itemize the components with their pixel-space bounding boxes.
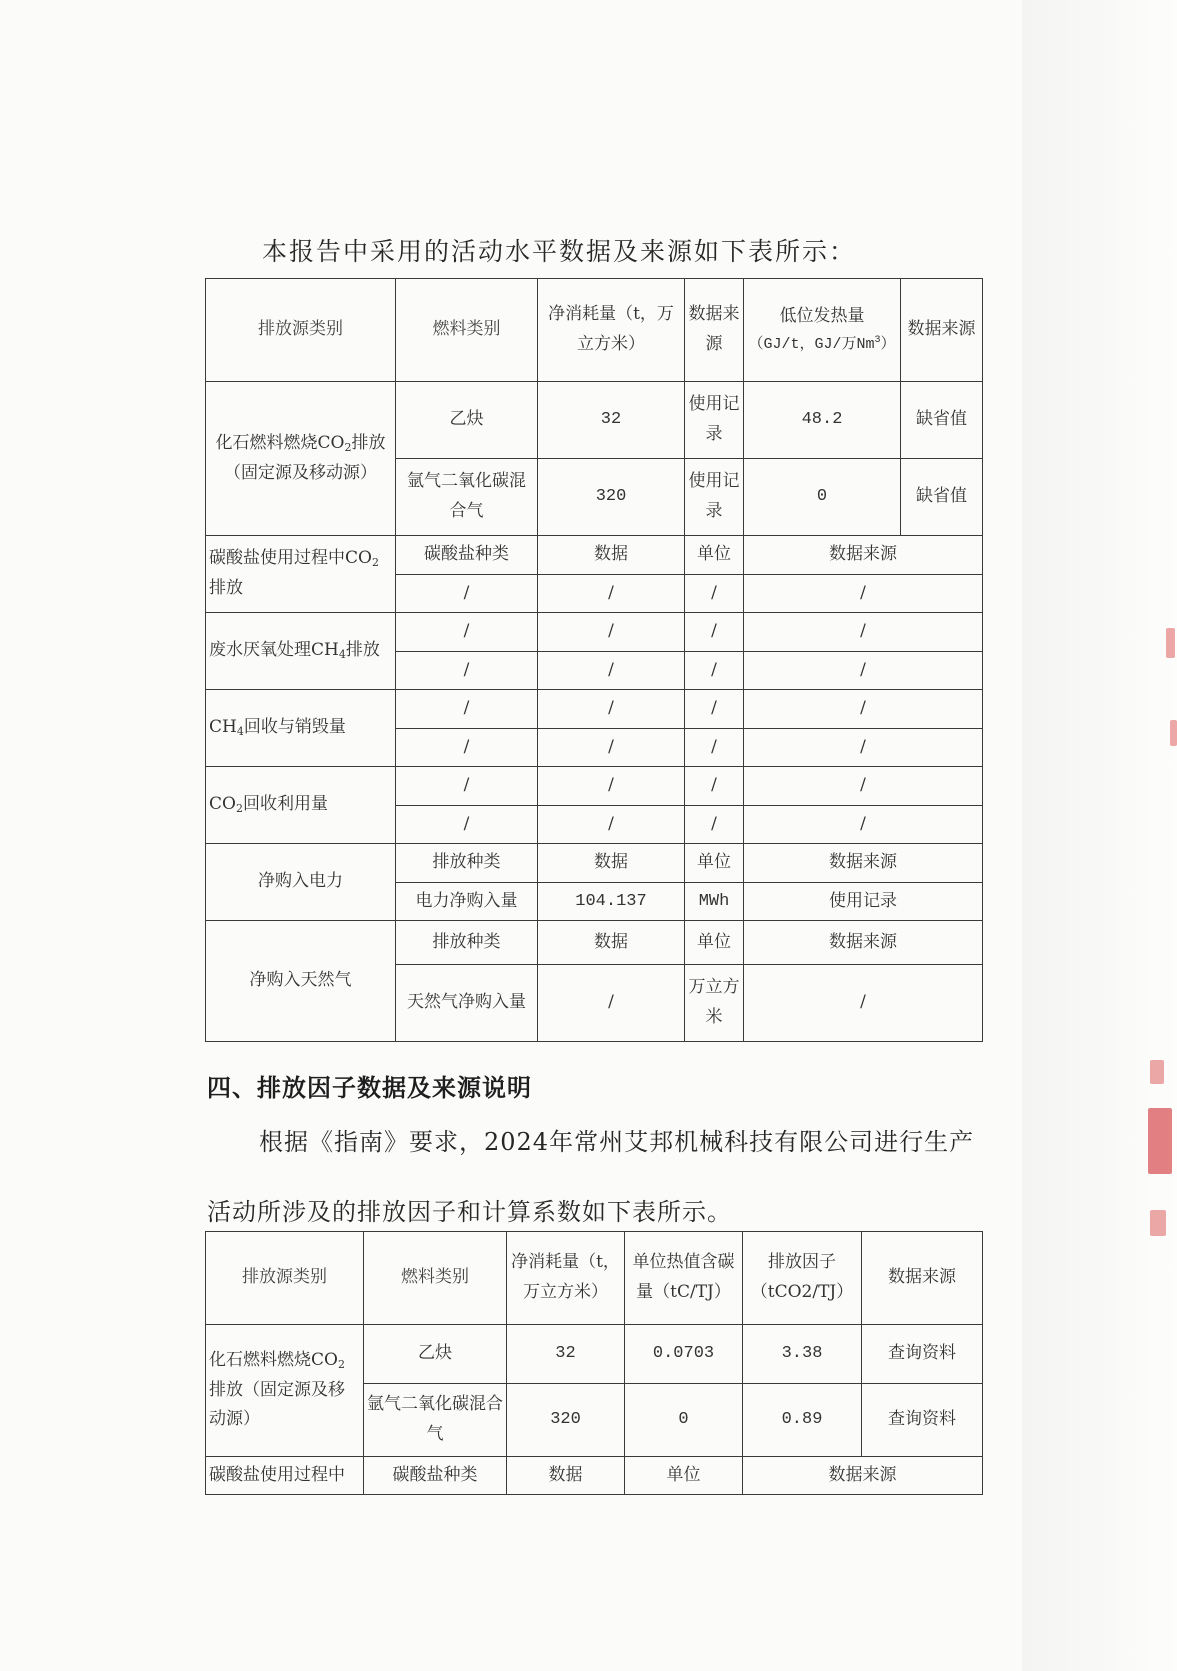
empty-cell: /	[538, 690, 685, 729]
factor-cell: 3.38	[743, 1325, 862, 1384]
scan-margin-strip	[1022, 0, 1177, 1671]
empty-cell: /	[396, 690, 538, 729]
header-source-type: 排放源类别	[206, 1232, 364, 1325]
category-suffix: 排放	[209, 578, 243, 598]
emission-factor-table	[205, 1231, 983, 1495]
table-row	[206, 1325, 983, 1384]
source-cell: 使用记录	[685, 459, 744, 536]
carbonate-kind-header: 碳酸盐种类	[396, 536, 538, 575]
carbonate-unit-header: 单位	[625, 1457, 743, 1495]
header-fuel-type: 燃料类别	[396, 279, 538, 382]
carbonate-category	[206, 536, 396, 613]
header-heat-value	[744, 279, 901, 382]
header-fuel-type: 燃料类别	[364, 1232, 507, 1325]
activity-data-table	[205, 278, 983, 1042]
category-suffix: 回收与销毁量	[243, 717, 346, 738]
consumption-cell: 320	[538, 459, 685, 536]
category-prefix: CH	[209, 717, 237, 738]
category-prefix: 碳酸盐使用过程中CO	[209, 548, 372, 569]
carbon-cell: 0	[625, 1384, 743, 1457]
seal-fragment	[1166, 628, 1175, 658]
empty-cell: /	[685, 767, 744, 806]
consumption-cell: 32	[507, 1325, 625, 1384]
co2-recovery-category	[206, 767, 396, 844]
empty-cell: /	[396, 806, 538, 844]
section-heading: 四、排放因子数据及来源说明	[207, 1074, 532, 1102]
header-consumption: 净消耗量（t，万立方米）	[538, 279, 685, 382]
carbonate-data-header: 数据	[538, 536, 685, 575]
gas-unit-header: 单位	[685, 921, 744, 965]
empty-cell: /	[744, 729, 983, 767]
table-row	[206, 921, 983, 965]
electricity-category: 净购入电力	[206, 844, 396, 921]
table-row	[206, 1457, 983, 1495]
table-row	[206, 844, 983, 883]
heat-unit-suffix: ）	[880, 335, 896, 353]
empty-cell: /	[538, 575, 685, 613]
empty-cell: /	[538, 729, 685, 767]
category-sub: 4	[338, 648, 346, 662]
carbonate-kind-header: 碳酸盐种类	[364, 1457, 507, 1495]
empty-cell: /	[538, 652, 685, 690]
source-cell: 使用记录	[685, 382, 744, 459]
gas-kind: 天然气净购入量	[396, 965, 538, 1042]
carbonate-unit-header: 单位	[685, 536, 744, 575]
header-emission-factor: 排放因子（tCO2/TJ）	[743, 1232, 862, 1325]
fuel-cell: 乙炔	[396, 382, 538, 459]
category-suffix: 排放	[345, 640, 380, 661]
empty-cell: /	[744, 652, 983, 690]
category-prefix: CO	[209, 794, 236, 815]
table-header-row	[206, 279, 983, 382]
ch4-recovery-category	[206, 690, 396, 767]
category-prefix: 废水厌氧处理CH	[209, 640, 339, 661]
category-sub: 2	[371, 556, 379, 570]
consumption-cell: 32	[538, 382, 685, 459]
carbon-cell: 0.0703	[625, 1325, 743, 1384]
seal-fragment	[1150, 1060, 1164, 1084]
empty-cell: /	[685, 729, 744, 767]
table-row	[206, 767, 983, 806]
category-suffix: 回收利用量	[242, 794, 328, 815]
header-consumption: 净消耗量（t，万立方米）	[507, 1232, 625, 1325]
electricity-data-header: 数据	[538, 844, 685, 883]
header-data-source-short: 数据来源	[685, 279, 744, 382]
empty-cell: /	[538, 767, 685, 806]
heat-unit-prefix: （GJ/t，GJ/万Nm	[748, 335, 875, 353]
header-data-source: 数据来源	[862, 1232, 983, 1325]
header-carbon-content: 单位热值含碳量（tC/TJ）	[625, 1232, 743, 1325]
fuel-cell: 氩气二氧化碳混合气	[396, 459, 538, 536]
empty-cell: /	[396, 729, 538, 767]
electricity-kind: 电力净购入量	[396, 883, 538, 921]
fuel-cell: 氩气二氧化碳混合气	[364, 1384, 507, 1457]
empty-cell: /	[685, 613, 744, 652]
empty-cell: /	[396, 767, 538, 806]
gas-data-header: 数据	[538, 921, 685, 965]
category-sub: 4	[236, 725, 244, 739]
consumption-cell: 320	[507, 1384, 625, 1457]
heat-cell: 48.2	[744, 382, 901, 459]
carbonate-data-header: 数据	[507, 1457, 625, 1495]
table-row	[206, 690, 983, 729]
heat-source-cell: 缺省值	[901, 382, 983, 459]
electricity-value: 104.137	[538, 883, 685, 921]
heat-source-cell: 缺省值	[901, 459, 983, 536]
carbonate-category: 碳酸盐使用过程中	[206, 1457, 364, 1495]
seal-fragment	[1170, 720, 1177, 746]
category-sub: 2	[235, 802, 243, 816]
heat-unit-sup: 3	[874, 334, 881, 346]
seal-fragment	[1148, 1108, 1172, 1174]
seal-fragment	[1150, 1210, 1166, 1236]
category-sub: 2	[337, 1357, 345, 1371]
source-cell: 查询资料	[862, 1384, 983, 1457]
heat-value-unit	[747, 332, 897, 358]
intro-text: 本报告中采用的活动水平数据及来源如下表所示：	[262, 237, 857, 266]
fossil-category	[206, 1325, 364, 1457]
gas-kind-header: 排放种类	[396, 921, 538, 965]
empty-cell: /	[744, 575, 983, 613]
table-row	[206, 536, 983, 575]
source-cell: 查询资料	[862, 1325, 983, 1384]
electricity-kind-header: 排放种类	[396, 844, 538, 883]
table-header-row	[206, 1232, 983, 1325]
empty-cell: /	[538, 613, 685, 652]
header-data-source: 数据来源	[901, 279, 983, 382]
category-suffix: 排放（固定源及移动源）	[209, 1379, 345, 1430]
table-row	[206, 382, 983, 459]
gas-category: 净购入天然气	[206, 921, 396, 1042]
empty-cell: /	[685, 806, 744, 844]
empty-cell: /	[744, 613, 983, 652]
empty-cell: /	[744, 767, 983, 806]
empty-cell: /	[744, 806, 983, 844]
empty-cell: /	[685, 690, 744, 729]
electricity-unit: MWh	[685, 883, 744, 921]
wastewater-category	[206, 613, 396, 690]
gas-value: /	[538, 965, 685, 1042]
empty-cell: /	[685, 575, 744, 613]
heat-cell: 0	[744, 459, 901, 536]
empty-cell: /	[396, 652, 538, 690]
category-sub: 2	[344, 440, 352, 454]
carbonate-source-header: 数据来源	[744, 536, 983, 575]
fossil-category	[206, 382, 396, 536]
empty-cell: /	[744, 690, 983, 729]
gas-source: /	[744, 965, 983, 1042]
empty-cell: /	[538, 806, 685, 844]
category-prefix: 化石燃料燃烧CO	[215, 432, 345, 453]
electricity-source-header: 数据来源	[744, 844, 983, 883]
empty-cell: /	[396, 575, 538, 613]
empty-cell: /	[685, 652, 744, 690]
fuel-cell: 乙炔	[364, 1325, 507, 1384]
electricity-unit-header: 单位	[685, 844, 744, 883]
header-source-type: 排放源类别	[206, 279, 396, 382]
body-paragraph: 根据《指南》要求，2024年常州艾邦机械科技有限公司进行生产活动所涉及的排放因子和计算系数如下表所示。	[207, 1128, 975, 1226]
factor-cell: 0.89	[743, 1384, 862, 1457]
gas-unit: 万立方米	[685, 965, 744, 1042]
heat-value-label: 低位发热量	[779, 306, 865, 326]
empty-cell: /	[396, 613, 538, 652]
electricity-source: 使用记录	[744, 883, 983, 921]
gas-source-header: 数据来源	[744, 921, 983, 965]
category-prefix: 化石燃料燃烧CO	[209, 1349, 338, 1370]
table-row	[206, 613, 983, 652]
carbonate-source-header: 数据来源	[743, 1457, 983, 1495]
category-suffix: 排放（固定源及移动源）	[224, 432, 386, 483]
